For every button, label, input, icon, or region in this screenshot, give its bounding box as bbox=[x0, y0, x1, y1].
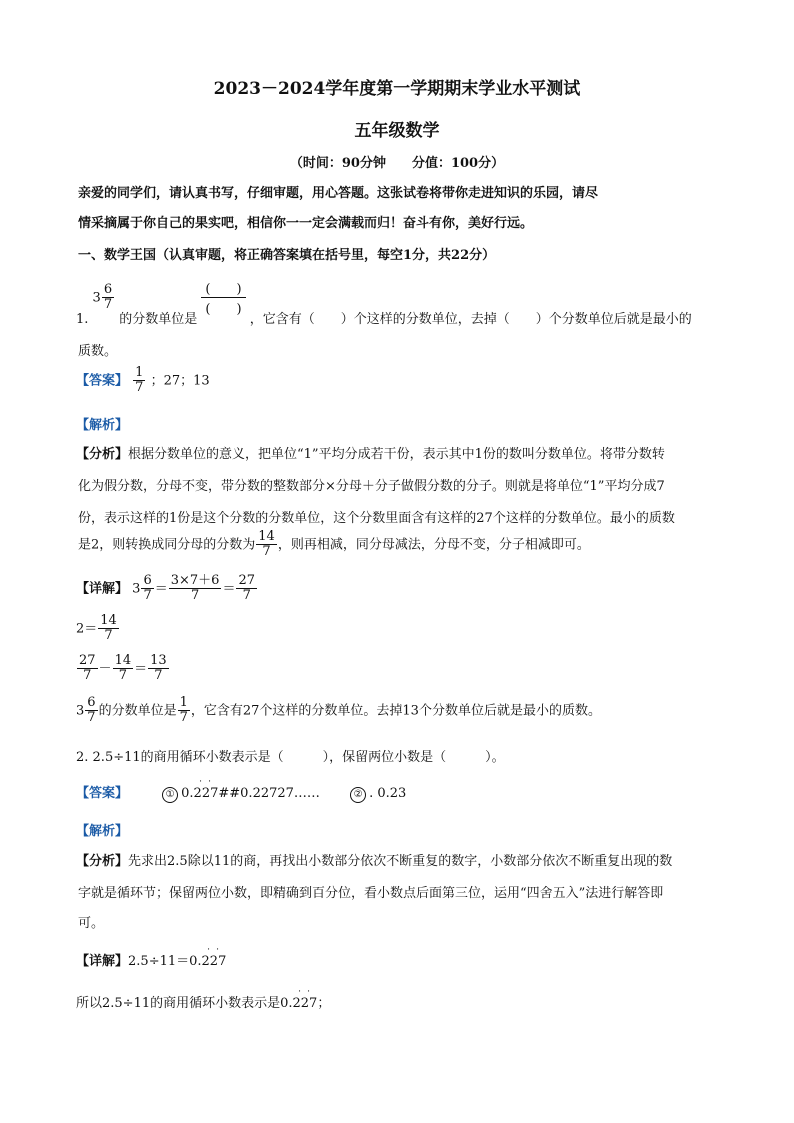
question-2: 2. 2.5÷11的商用循环小数表示是（ ），保留两位小数是（ ）。 bbox=[76, 750, 505, 765]
analysis-line-1: 【分析】根据分数单位的意义，把单位“1”平均分成若干份，表示其中1份的数叫分数单位。将带分数转 bbox=[76, 447, 665, 462]
question-number: 1. bbox=[76, 312, 89, 327]
answer-1: ① 0.227 · · ##0.22727…… bbox=[162, 786, 320, 801]
analysis-line-3: 份，表示这样的1份是这个分数的分数单位，这个分数里面含有这样的27个这样的分数单位。最小的质数 bbox=[78, 511, 675, 526]
question-1: 1. 3 $\frac{6}{7}$ 的分数单位是 ( ) ( ) ，它含有（ ）个这样的分数单位，去掉（ ）个分数单位后就是最小的 bbox=[76, 278, 692, 327]
detail2-eq: 【详解】2.5÷11＝0.227 · · bbox=[76, 945, 227, 969]
answer-row: 【答案】 $\frac{1}{7}$ ；27；13 bbox=[76, 365, 210, 396]
analysis2-line-3: 可。 bbox=[78, 916, 105, 931]
page-subtitle: 五年级数学 bbox=[354, 121, 440, 141]
detail-eq-1: 【详解】 3 $\frac{6}{7}$ ＝ $\frac{3\times 7+6}{7}$ ＝ $\frac{27}{7}$ bbox=[76, 573, 256, 604]
analysis2-line-1: 【分析】先求出2.5除以11的商，再找出小数部分依次不断重复的数字，小数部分依次不断重复出现的数 bbox=[76, 854, 673, 869]
analysis-tag: 【解析】 bbox=[76, 418, 129, 433]
detail-eq-2: 2＝ $\frac{14}{7}$ bbox=[76, 613, 117, 644]
detail-conclusion: 3 $\frac{6}{7}$ 的分数单位是 $\frac{1}{7}$ ，它含有27个这样的分数单位。去掉13个分数单位后就是最小的质数。 bbox=[76, 695, 601, 726]
exam-meta: （时间：90分钟 分值：100分） bbox=[289, 156, 505, 171]
answer-tag: 【答案】 bbox=[76, 373, 129, 389]
mixed-number: 3 $\frac{6}{7}$ bbox=[92, 281, 113, 312]
analysis-line-2: 化为假分数，分母不变，带分数的整数部分×分母＋分子做假分数的分子。则就是将单位“1”平均分成7 bbox=[78, 479, 665, 494]
answer-blank-fraction[interactable]: ( ) ( ) bbox=[201, 278, 245, 317]
answer-2: ② . 0.23 bbox=[350, 786, 406, 801]
intro-line-1: 亲爱的同学们，请认真书写，仔细审题，用心答题。这张试卷将带你走进知识的乐园，请尽 bbox=[78, 186, 599, 201]
intro-line-2: 情采摘属于你自己的果实吧，相信你一一定会满载而归！奋斗有你，美好行远。 bbox=[78, 216, 534, 231]
detail2-conclusion: 所以2.5÷11的商用循环小数表示是0.227 · · ； bbox=[76, 987, 331, 1011]
analysis-line-4: 是2，则转换成同分母的分数为 $\frac{14}{7}$ ，则再相减，同分母减法，分母不变，分子相减即可。 bbox=[78, 529, 590, 560]
answer-tag: 【答案】 bbox=[76, 786, 129, 801]
answer-fraction: $\frac{1}{7}$ bbox=[135, 365, 144, 396]
detail-eq-3: $\frac{27}{7}$ － $\frac{14}{7}$ ＝ $\frac{13}{7}$ bbox=[79, 653, 167, 684]
analysis2-line-2: 字就是循环节；保留两位小数，即精确到百分位，看小数点后面第三位，运用“四舍五入”法进行解答即 bbox=[78, 886, 664, 901]
question-1-cont: 质数。 bbox=[78, 344, 118, 359]
answer-row-2 bbox=[76, 777, 407, 803]
section-heading: 一、数学王国（认真审题，将正确答案填在括号里，每空1分，共22分） bbox=[78, 248, 496, 263]
analysis-tag-2: 【解析】 bbox=[76, 824, 129, 839]
page-title: 2023－2024学年度第一学期期末学业水平测试 bbox=[213, 79, 581, 99]
